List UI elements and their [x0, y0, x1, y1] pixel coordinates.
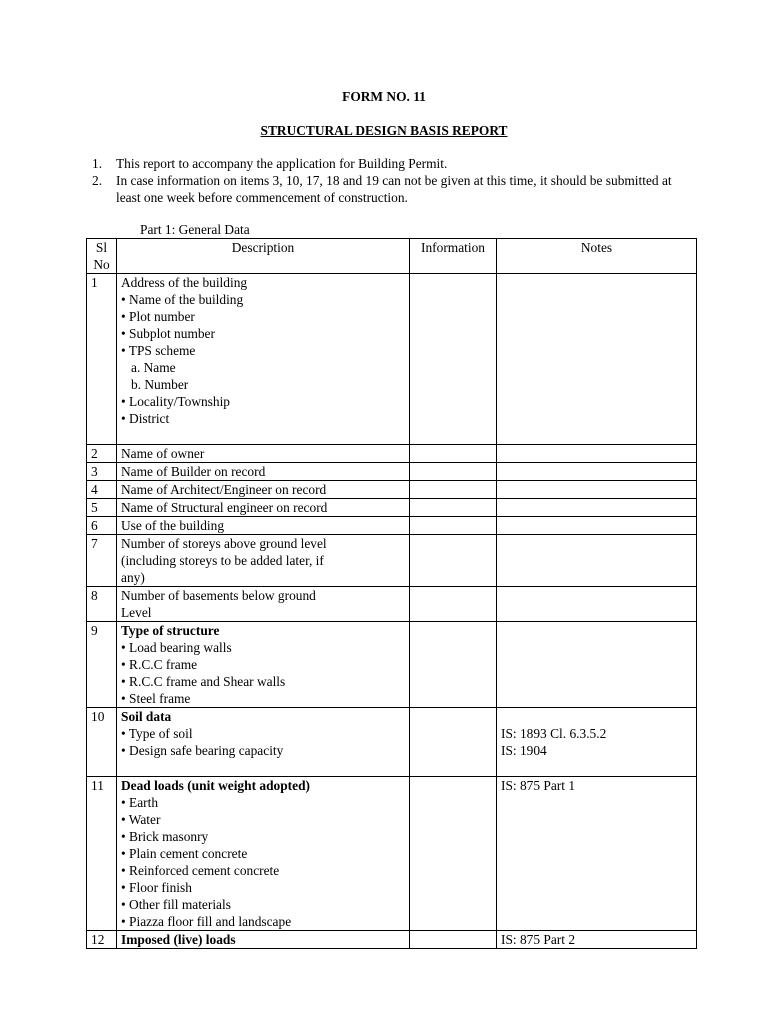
row-information-field[interactable] — [410, 777, 497, 931]
description-line: • Other fill materials — [121, 897, 231, 912]
instructions-list — [92, 155, 682, 206]
description-line: • Locality/Township — [121, 394, 231, 409]
description-line: • Water — [121, 812, 161, 827]
row-notes — [497, 777, 697, 931]
row-sl-number: 4 — [87, 481, 117, 499]
row-notes — [497, 274, 697, 445]
description-line: Name of Architect/Engineer on record — [121, 482, 327, 497]
description-line: • Design safe bearing capacity — [121, 743, 284, 758]
row-description — [117, 517, 410, 535]
description-line: any) — [121, 570, 145, 585]
description-line — [121, 759, 405, 776]
description-line: • Floor finish — [121, 880, 192, 895]
row-description — [117, 535, 410, 587]
row-information-field[interactable] — [410, 517, 497, 535]
row-notes — [497, 445, 697, 463]
row-information-field[interactable] — [410, 463, 497, 481]
description-line: • TPS scheme — [121, 343, 196, 358]
row-description — [117, 931, 410, 949]
row-sl-number: 9 — [87, 622, 117, 708]
row-information-field[interactable] — [410, 708, 497, 777]
note-line — [501, 708, 692, 725]
description-line: Soil data — [121, 709, 172, 724]
general-data-table — [86, 238, 697, 949]
description-line: • Piazza floor fill and landscape — [121, 914, 292, 929]
instruction-number: 1. — [92, 156, 103, 171]
instruction-item — [92, 155, 682, 172]
table-row — [87, 463, 697, 481]
row-notes — [497, 463, 697, 481]
description-line: (including storeys to be added later, if — [121, 553, 324, 568]
description-line: Use of the building — [121, 518, 225, 533]
row-information-field[interactable] — [410, 499, 497, 517]
description-line: Type of structure — [121, 623, 220, 638]
description-line: Number of basements below ground — [121, 588, 316, 603]
description-line: Level — [121, 605, 152, 620]
table-row — [87, 708, 697, 777]
row-information-field[interactable] — [410, 535, 497, 587]
row-sl-number: 6 — [87, 517, 117, 535]
description-line: Number of storeys above ground level — [121, 536, 327, 551]
row-notes — [497, 499, 697, 517]
row-notes — [497, 517, 697, 535]
description-line: a. Name — [131, 360, 176, 375]
row-description — [117, 481, 410, 499]
row-notes — [497, 535, 697, 587]
row-description — [117, 622, 410, 708]
note-line: IS: 1904 — [501, 743, 547, 758]
part-label: Part 1: General Data — [140, 222, 250, 237]
row-sl-number: 10 — [87, 708, 117, 777]
table-row — [87, 777, 697, 931]
note-line: IS: 1893 Cl. 6.3.5.2 — [501, 726, 607, 741]
row-information-field[interactable] — [410, 274, 497, 445]
table-row — [87, 274, 697, 445]
description-line: Imposed (live) loads — [121, 932, 236, 947]
description-line: • Type of soil — [121, 726, 193, 741]
table-row — [87, 931, 697, 949]
row-notes — [497, 481, 697, 499]
row-notes — [497, 587, 697, 622]
row-sl-number: 11 — [87, 777, 117, 931]
table-header-row — [87, 239, 697, 274]
row-description — [117, 445, 410, 463]
note-line: IS: 875 Part 2 — [501, 932, 576, 947]
table-row — [87, 481, 697, 499]
instruction-text: This report to accompany the application for Building Permit. — [116, 156, 448, 171]
description-line: • Load bearing walls — [121, 640, 232, 655]
table-row — [87, 622, 697, 708]
row-sl-number: 3 — [87, 463, 117, 481]
instruction-number: 2. — [92, 173, 103, 188]
row-information-field[interactable] — [410, 931, 497, 949]
row-information-field[interactable] — [410, 622, 497, 708]
description-line: • Brick masonry — [121, 829, 209, 844]
instruction-item — [92, 172, 682, 206]
description-line: • Name of the building — [121, 292, 244, 307]
description-line — [121, 427, 405, 444]
row-description — [117, 587, 410, 622]
row-notes — [497, 931, 697, 949]
row-description — [117, 777, 410, 931]
row-description — [117, 499, 410, 517]
table-row — [87, 445, 697, 463]
description-line: • Subplot number — [121, 326, 215, 341]
description-line: Dead loads (unit weight adopted) — [121, 778, 310, 793]
form-title: STRUCTURAL DESIGN BASIS REPORT — [260, 123, 508, 138]
table-row — [87, 499, 697, 517]
table-body — [87, 274, 697, 949]
row-sl-number: 12 — [87, 931, 117, 949]
row-notes — [497, 622, 697, 708]
description-line: Name of Builder on record — [121, 464, 266, 479]
description-line: • Plot number — [121, 309, 195, 324]
row-description — [117, 274, 410, 445]
header-sl-no: Sl No — [87, 239, 117, 274]
form-number: FORM NO. 11 — [342, 89, 426, 104]
description-line: Name of owner — [121, 446, 205, 461]
description-line: Address of the building — [121, 275, 248, 290]
instruction-text: In case information on items 3, 10, 17, 18 and 19 can not be given at this time, it should be submitted at least one week before commencement of construction. — [116, 173, 672, 205]
note-line: IS: 875 Part 1 — [501, 778, 576, 793]
description-line: • District — [121, 411, 170, 426]
row-description — [117, 463, 410, 481]
row-sl-number: 2 — [87, 445, 117, 463]
row-sl-number: 8 — [87, 587, 117, 622]
row-information-field[interactable] — [410, 481, 497, 499]
row-information-field[interactable] — [410, 587, 497, 622]
description-line: • Reinforced cement concrete — [121, 863, 280, 878]
description-line: • R.C.C frame — [121, 657, 198, 672]
header-notes: Notes — [497, 239, 697, 274]
table-row — [87, 587, 697, 622]
row-sl-number: 5 — [87, 499, 117, 517]
header-information: Information — [410, 239, 497, 274]
row-sl-number: 1 — [87, 274, 117, 445]
row-notes — [497, 708, 697, 777]
description-line: • Steel frame — [121, 691, 191, 706]
description-line: • Earth — [121, 795, 159, 810]
row-information-field[interactable] — [410, 445, 497, 463]
header-description: Description — [117, 239, 410, 274]
description-line: Name of Structural engineer on record — [121, 500, 328, 515]
row-sl-number: 7 — [87, 535, 117, 587]
table-row — [87, 535, 697, 587]
row-description — [117, 708, 410, 777]
table-row — [87, 517, 697, 535]
description-line: b. Number — [131, 377, 189, 392]
description-line: • Plain cement concrete — [121, 846, 248, 861]
description-line: • R.C.C frame and Shear walls — [121, 674, 286, 689]
